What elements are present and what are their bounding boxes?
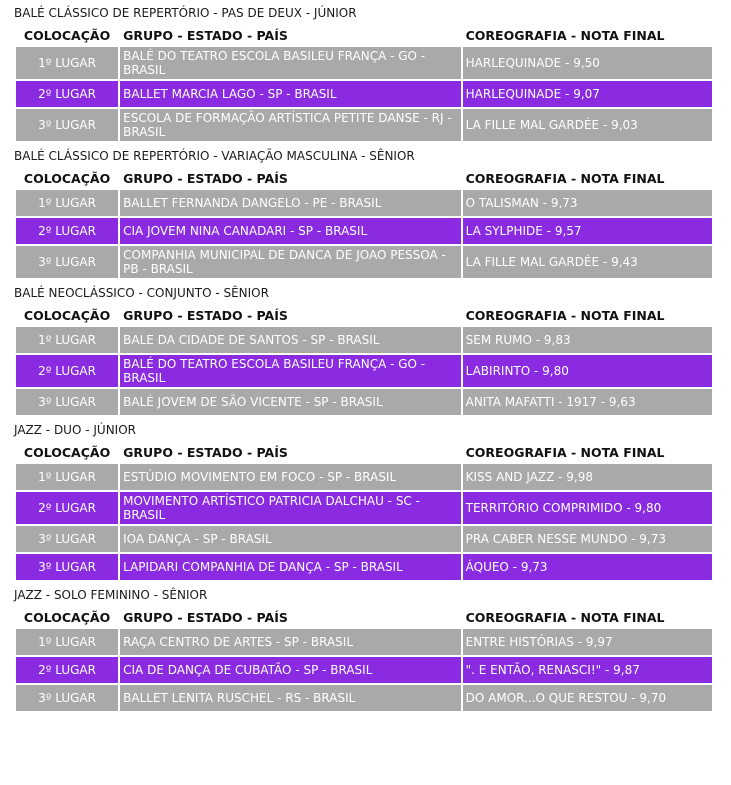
table-row	[16, 327, 712, 353]
group-cell: BALÉ DO TEATRO ESCOLA BASILEU FRANÇA - GO - BRASIL	[120, 355, 460, 387]
section-title: JAZZ - DUO - JÚNIOR	[14, 423, 136, 437]
choreography-score-cell: ANITA MAFATTI - 1917 - 9,63	[463, 389, 712, 415]
table-row	[16, 554, 712, 580]
placement-cell: 2º LUGAR	[16, 355, 118, 387]
table-header-row	[16, 305, 712, 325]
header-colocacao: COLOCAÇÃO	[23, 444, 111, 460]
placement-cell: 3º LUGAR	[16, 389, 118, 415]
header-coreografia: COREOGRAFIA - NOTA FINAL	[465, 27, 665, 43]
table-row	[16, 81, 712, 107]
table-row	[16, 218, 712, 244]
results-table	[14, 23, 714, 143]
header-grupo: GRUPO - ESTADO - PAÍS	[123, 444, 288, 460]
group-cell: BALÉ DO TEATRO ESCOLA BASILEU FRANÇA - GO - BRASIL	[120, 47, 460, 79]
results-table	[14, 440, 714, 582]
header-coreografia: COREOGRAFIA - NOTA FINAL	[465, 307, 665, 323]
header-grupo: GRUPO - ESTADO - PAÍS	[123, 27, 288, 43]
table-header-row	[16, 607, 712, 627]
header-grupo: GRUPO - ESTADO - PAÍS	[123, 307, 288, 323]
choreography-score-cell: HARLEQUINADE - 9,07	[463, 81, 712, 107]
group-cell: BALLET LENITA RUSCHEL - RS - BRASIL	[120, 685, 460, 711]
header-coreografia: COREOGRAFIA - NOTA FINAL	[465, 609, 665, 625]
table-row	[16, 355, 712, 387]
header-grupo: GRUPO - ESTADO - PAÍS	[123, 609, 288, 625]
header-coreografia: COREOGRAFIA - NOTA FINAL	[465, 444, 665, 460]
placement-cell: 2º LUGAR	[16, 81, 118, 107]
header-colocacao: COLOCAÇÃO	[23, 609, 111, 625]
results-table	[14, 166, 714, 280]
table-row	[16, 464, 712, 490]
placement-cell: 3º LUGAR	[16, 526, 118, 552]
group-cell: BALLET FERNANDA DANGELO - PE - BRASIL	[120, 190, 460, 216]
group-cell: ESCOLA DE FORMAÇÃO ARTÍSTICA PETITE DANSE - RJ - BRASIL	[120, 109, 460, 141]
choreography-score-cell: LA FILLE MAL GARDÉE - 9,43	[463, 246, 712, 278]
group-cell: CIA DE DANÇA DE CUBATÃO - SP - BRASIL	[120, 657, 460, 683]
group-cell: RAÇA CENTRO DE ARTES - SP - BRASIL	[120, 629, 460, 655]
placement-cell: 1º LUGAR	[16, 190, 118, 216]
table-row	[16, 685, 712, 711]
placement-cell: 3º LUGAR	[16, 554, 118, 580]
table-row	[16, 629, 712, 655]
section-title: BALÉ CLÁSSICO DE REPERTÓRIO - VARIAÇÃO MASCULINA - SÊNIOR	[14, 149, 415, 163]
group-cell: BALLET MARCIA LAGO - SP - BRASIL	[120, 81, 460, 107]
choreography-score-cell: ". E ENTÃO, RENASCI!" - 9,87	[463, 657, 712, 683]
choreography-score-cell: LABIRINTO - 9,80	[463, 355, 712, 387]
placement-cell: 2º LUGAR	[16, 657, 118, 683]
placement-cell: 1º LUGAR	[16, 629, 118, 655]
group-cell: MOVIMENTO ARTÍSTICO PATRICIA DALCHAU - SC - BRASIL	[120, 492, 460, 524]
choreography-score-cell: HARLEQUINADE - 9,50	[463, 47, 712, 79]
table-header-row	[16, 25, 712, 45]
choreography-score-cell: DO AMOR...O QUE RESTOU - 9,70	[463, 685, 712, 711]
placement-cell: 3º LUGAR	[16, 685, 118, 711]
group-cell: COMPANHIA MUNICIPAL DE DANCA DE JOAO PESSOA - PB - BRASIL	[120, 246, 460, 278]
placement-cell: 3º LUGAR	[16, 109, 118, 141]
header-coreografia: COREOGRAFIA - NOTA FINAL	[465, 170, 665, 186]
table-row	[16, 526, 712, 552]
placement-cell: 1º LUGAR	[16, 464, 118, 490]
results-section	[14, 283, 731, 417]
choreography-score-cell: LA FILLE MAL GARDÉE - 9,03	[463, 109, 712, 141]
section-title: JAZZ - SOLO FEMININO - SÊNIOR	[14, 588, 208, 602]
table-row	[16, 389, 712, 415]
table-row	[16, 492, 712, 524]
results-table	[14, 605, 714, 713]
table-row	[16, 190, 712, 216]
placement-cell: 3º LUGAR	[16, 246, 118, 278]
table-row	[16, 657, 712, 683]
header-grupo: GRUPO - ESTADO - PAÍS	[123, 170, 288, 186]
section-title: BALÉ CLÁSSICO DE REPERTÓRIO - PAS DE DEUX - JÚNIOR	[14, 6, 357, 20]
header-colocacao: COLOCAÇÃO	[23, 27, 111, 43]
choreography-score-cell: O TALISMAN - 9,73	[463, 190, 712, 216]
placement-cell: 2º LUGAR	[16, 218, 118, 244]
group-cell: IOA DANÇA - SP - BRASIL	[120, 526, 460, 552]
header-colocacao: COLOCAÇÃO	[23, 170, 111, 186]
choreography-score-cell: TERRITÓRIO COMPRIMIDO - 9,80	[463, 492, 712, 524]
header-colocacao: COLOCAÇÃO	[23, 307, 111, 323]
results-section	[14, 585, 731, 713]
choreography-score-cell: ENTRE HISTÓRIAS - 9,97	[463, 629, 712, 655]
choreography-score-cell: KISS AND JAZZ - 9,98	[463, 464, 712, 490]
choreography-score-cell: SEM RUMO - 9,83	[463, 327, 712, 353]
group-cell: LAPIDARI COMPANHIA DE DANÇA - SP - BRASIL	[120, 554, 460, 580]
group-cell: ESTÚDIO MOVIMENTO EM FOCO - SP - BRASIL	[120, 464, 460, 490]
placement-cell: 1º LUGAR	[16, 47, 118, 79]
table-header-row	[16, 168, 712, 188]
table-row	[16, 109, 712, 141]
choreography-score-cell: LA SYLPHIDE - 9,57	[463, 218, 712, 244]
results-section	[14, 146, 731, 280]
placement-cell: 2º LUGAR	[16, 492, 118, 524]
group-cell: CIA JOVEM NINA CANADARI - SP - BRASIL	[120, 218, 460, 244]
placement-cell: 1º LUGAR	[16, 327, 118, 353]
section-title: BALÉ NEOCLÁSSICO - CONJUNTO - SÊNIOR	[14, 286, 269, 300]
table-row	[16, 246, 712, 278]
table-header-row	[16, 442, 712, 462]
choreography-score-cell: PRA CABER NESSE MUNDO - 9,73	[463, 526, 712, 552]
results-page	[0, 3, 731, 713]
group-cell: BALÉ JOVEM DE SÃO VICENTE - SP - BRASIL	[120, 389, 460, 415]
results-table	[14, 303, 714, 417]
group-cell: BALE DA CIDADE DE SANTOS - SP - BRASIL	[120, 327, 460, 353]
choreography-score-cell: ÁQUEO - 9,73	[463, 554, 712, 580]
table-row	[16, 47, 712, 79]
results-section	[14, 420, 731, 582]
results-section	[14, 3, 731, 143]
